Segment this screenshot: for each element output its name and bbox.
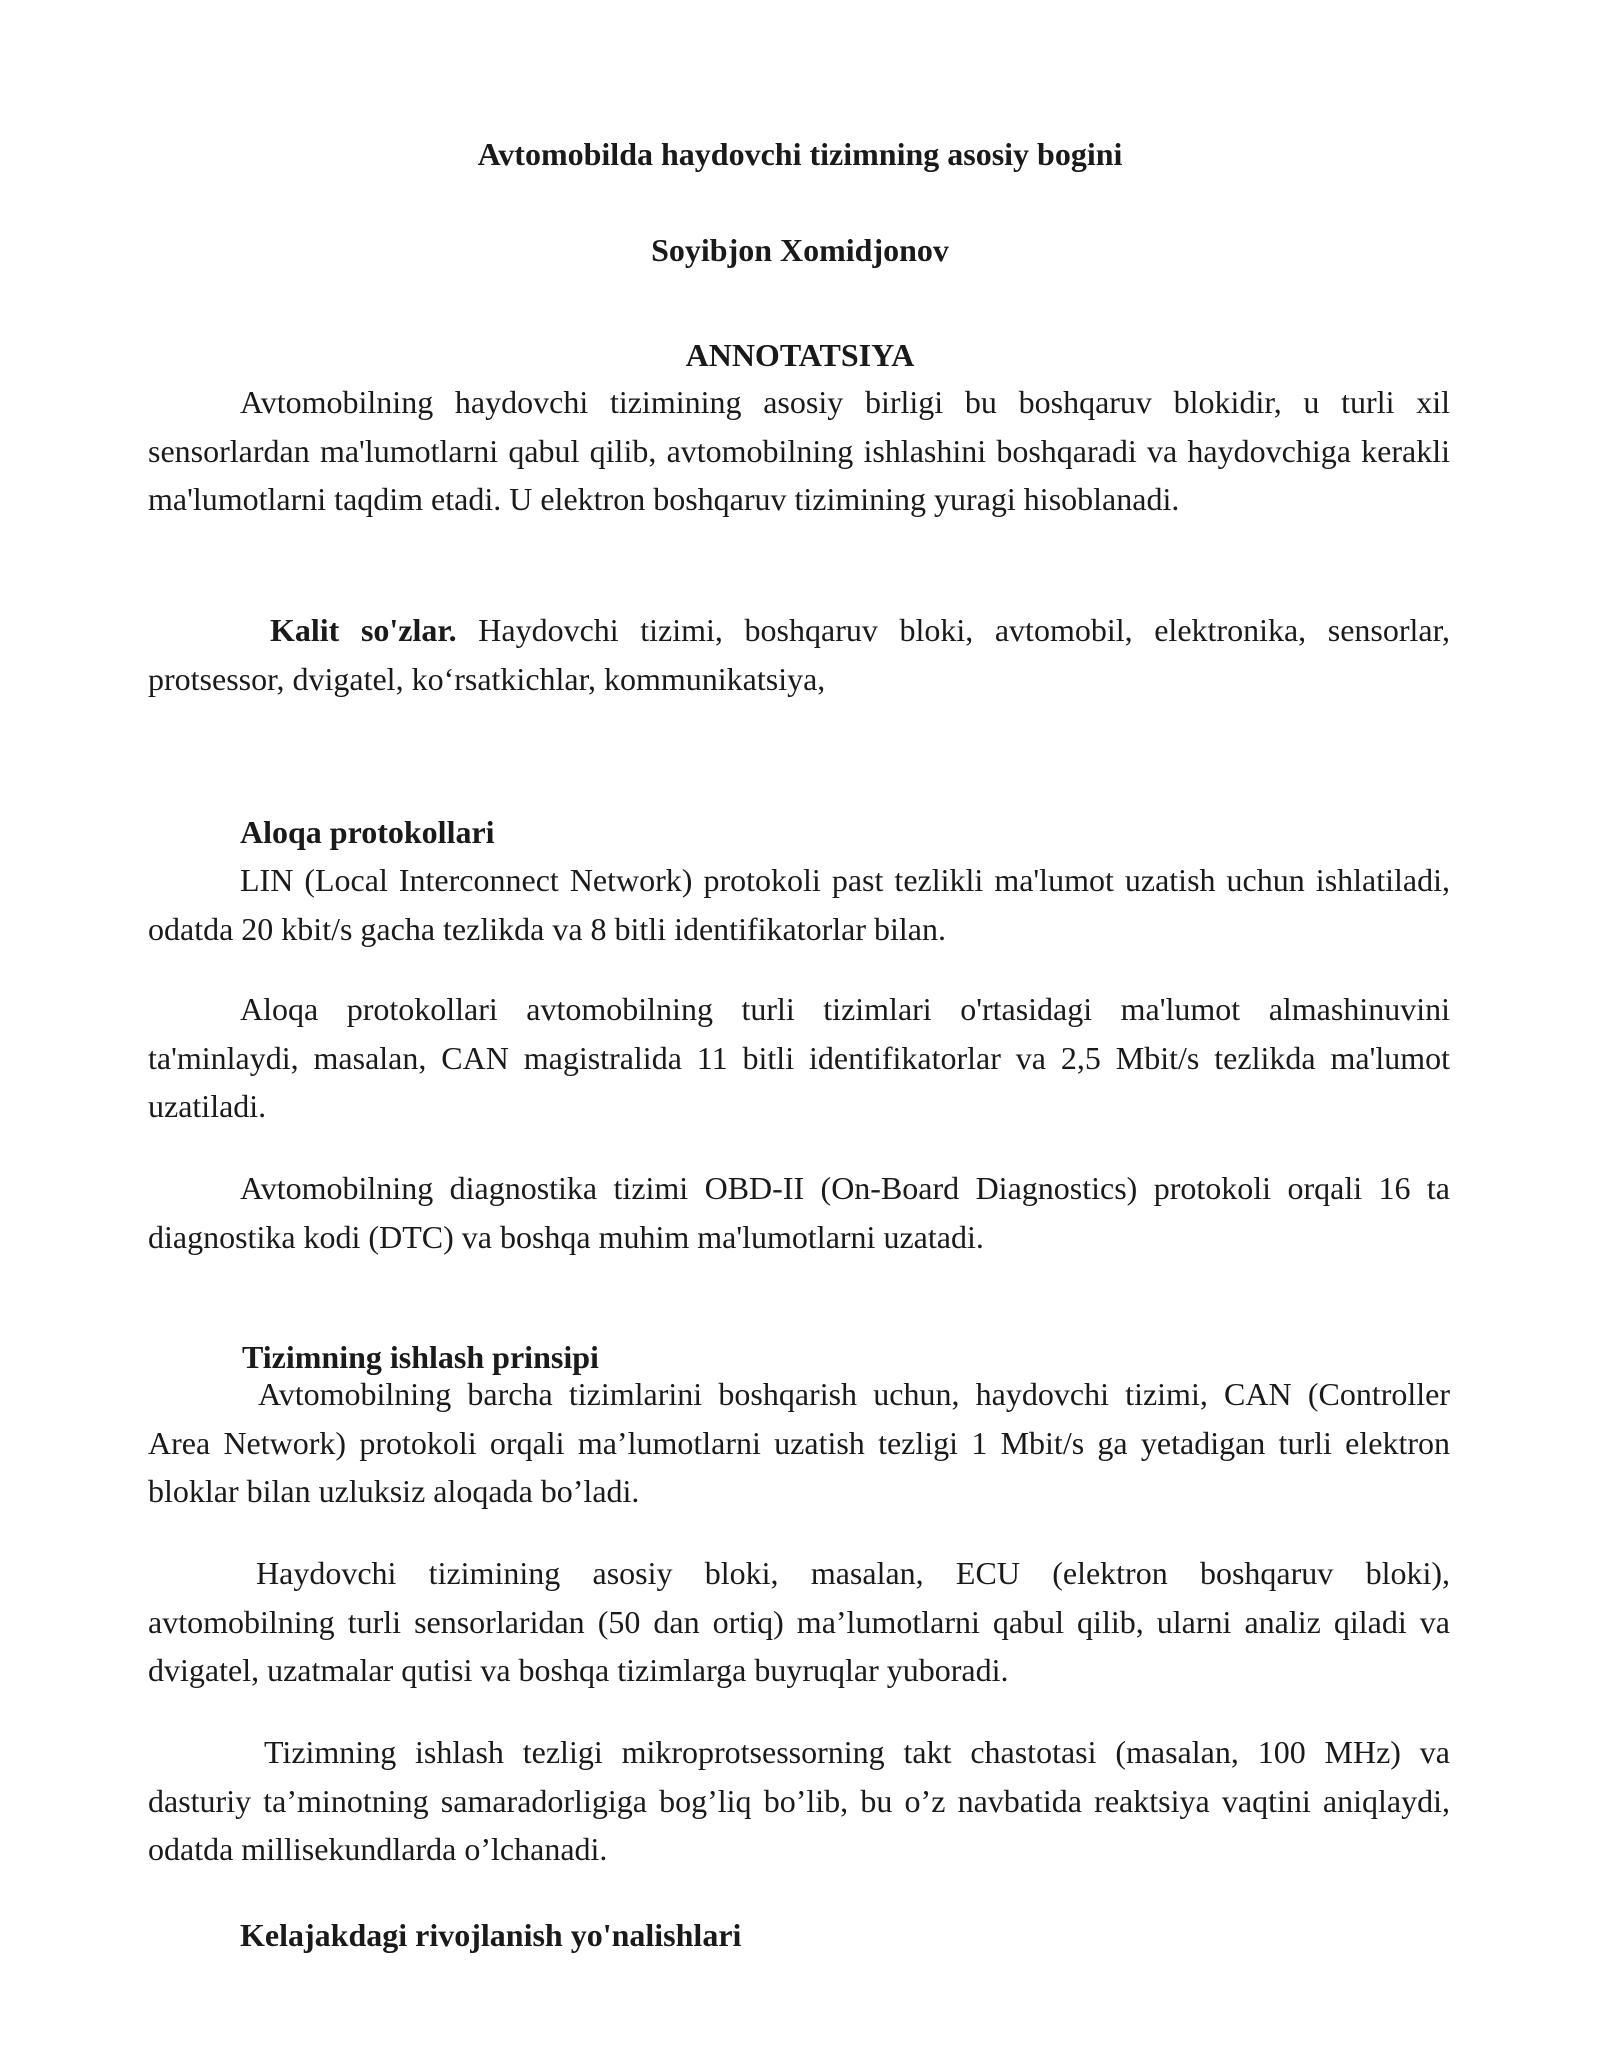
document-author: Soyibjon Xomidjonov <box>651 232 949 268</box>
principle-paragraph-3: Tizimning ishlash tezligi mikroprotsessorning takt chastotasi (masalan, 100 MHz) va dasturiy ta’minotning samaradorligiga bog’liq bo’lib, bu o’z navbatida reaktsiya vaqtini aniqlaydi, odatda millisekundlarda o’lchanadi. <box>148 1734 1450 1867</box>
keywords-label: Kalit so'zlar. <box>270 612 457 648</box>
protocols-paragraph-1: LIN (Local Interconnect Network) protokoli past tezlikli ma'lumot uzatish uchun ishlatiladi, odatda 20 kbit/s gacha tezlikda va 8 bitli identifikatorlar bilan. <box>148 862 1450 947</box>
section-heading-principle: Tizimning ishlash prinsipi <box>242 1339 599 1375</box>
keywords-text: Haydovchi tizimi, boshqaruv bloki, avtomobil, elektronika, sensorlar, protsessor, dvigatel, ko‘rsatkichlar, kommunikatsiya, <box>148 612 1450 697</box>
section-heading-future: Kelajakdagi rivojlanish yo'nalishlari <box>240 1917 742 1953</box>
section-heading-protocols: Aloqa protokollari <box>240 814 495 850</box>
protocols-paragraph-3: Avtomobilning diagnostika tizimi OBD-II (On-Board Diagnostics) protokoli orqali 16 ta diagnostika kodi (DTC) va boshqa muhim ma'lumotlarni uzatadi. <box>148 1170 1450 1255</box>
principle-paragraph-2: Haydovchi tizimining asosiy bloki, masalan, ECU (elektron boshqaruv bloki), avtomobilning turli sensorlaridan (50 dan ortiq) ma’lumotlarni qabul qilib, ularni analiz qiladi va dvigatel, uzatmalar qutisi va boshqa tizimlarga buyruqlar yuboradi. <box>148 1555 1450 1688</box>
abstract-paragraph: Avtomobilning haydovchi tizimining asosiy birligi bu boshqaruv blokidir, u turli xil sensorlardan ma'lumotlarni qabul qilib, avtomobilning ishlashini boshqaradi va haydovchiga kerakli ma'lumotlarni taqdim etadi. U elektron boshqaruv tizimining yuragi hisoblanadi. <box>148 384 1450 517</box>
principle-paragraph-1: Avtomobilning barcha tizimlarini boshqarish uchun, haydovchi tizimi, CAN (Controller Area Network) protokoli orqali ma’lumotlarni uzatish tezligi 1 Mbit/s ga yetadigan turli elektron bloklar bilan uzluksiz aloqada bo’ladi. <box>148 1376 1450 1509</box>
document-title: Avtomobilda haydovchi tizimning asosiy bogini <box>477 136 1123 172</box>
protocols-paragraph-2: Aloqa protokollari avtomobilning turli tizimlari o'rtasidagi ma'lumot almashinuvini ta'minlaydi, masalan, CAN magistralida 11 bitli identifikatorlar va 2,5 Mbit/s tezlikda ma'lumot uzatiladi. <box>148 991 1450 1124</box>
keywords-paragraph <box>148 606 1450 703</box>
abstract-heading: ANNOTATSIYA <box>685 337 915 373</box>
